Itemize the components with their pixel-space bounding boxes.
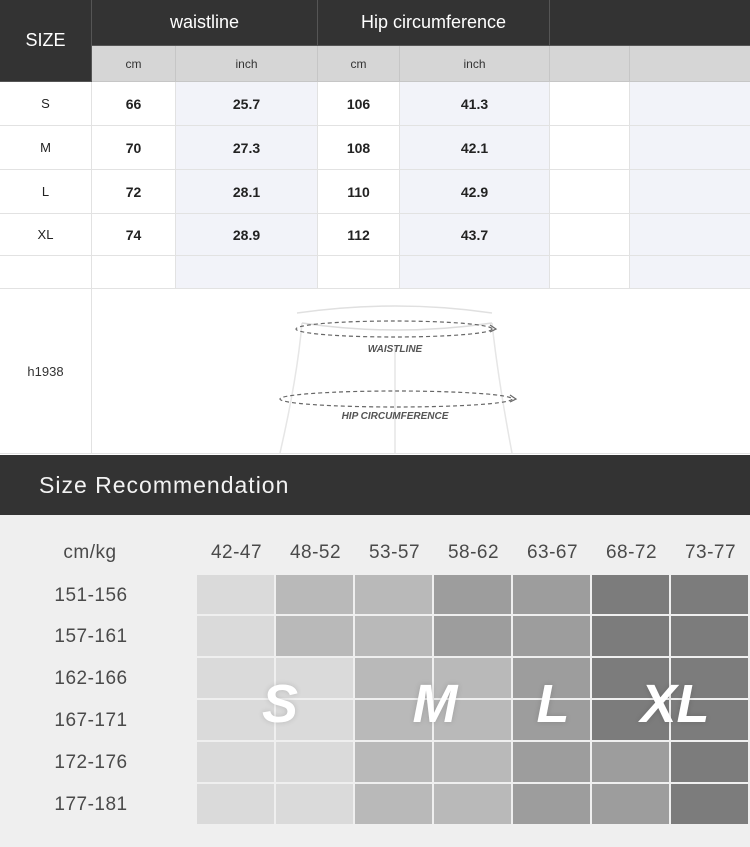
empty-cell bbox=[550, 126, 630, 170]
hip-inch-value: 42.1 bbox=[400, 126, 550, 170]
size-grid-cell bbox=[276, 742, 353, 782]
hip-cm-value: 112 bbox=[318, 214, 400, 256]
size-grid-cell bbox=[513, 742, 590, 782]
size-grid-cell bbox=[513, 784, 590, 824]
size-grid-cell bbox=[592, 742, 669, 782]
size-grid-cell bbox=[434, 742, 511, 782]
model-code: h1938 bbox=[0, 289, 92, 453]
hip-cm-value: 108 bbox=[318, 126, 400, 170]
empty-cell bbox=[550, 170, 630, 214]
size-label: XL bbox=[0, 214, 92, 256]
hip-diagram-label: HIP CIRCUMFERENCE bbox=[341, 411, 449, 422]
measurement-diagram-row bbox=[0, 289, 750, 454]
table-row bbox=[0, 214, 750, 256]
size-zone-letter: L bbox=[536, 674, 570, 734]
size-grid-cell bbox=[434, 616, 511, 656]
size-grid-cell bbox=[355, 616, 432, 656]
empty-cell bbox=[630, 256, 750, 289]
size-zone-letter: S bbox=[261, 674, 299, 734]
size-grid-cell bbox=[197, 742, 274, 782]
garment-diagram bbox=[92, 289, 750, 453]
waist-inch-value: 28.9 bbox=[176, 214, 318, 256]
empty-cell bbox=[318, 256, 400, 289]
size-grid-cell bbox=[276, 616, 353, 656]
empty-cell bbox=[550, 82, 630, 126]
size-grid-cell bbox=[355, 575, 432, 614]
size-grid-cell bbox=[434, 575, 511, 614]
size-grid-cell bbox=[276, 784, 353, 824]
empty-cell bbox=[630, 214, 750, 256]
weight-range-label: 68-72 bbox=[605, 542, 658, 563]
corner-unit-label: cm/kg bbox=[63, 542, 117, 563]
empty-cell bbox=[400, 256, 550, 289]
size-grid-cell bbox=[197, 616, 274, 656]
table-row bbox=[0, 82, 750, 126]
size-zone-letter: XL bbox=[640, 674, 710, 734]
size-grid-cell bbox=[513, 616, 590, 656]
table-row bbox=[0, 256, 750, 289]
empty-header bbox=[550, 0, 750, 46]
size-grid-cell bbox=[197, 784, 274, 824]
hip-circumference-header: Hip circumference bbox=[318, 0, 550, 46]
weight-range-label: 48-52 bbox=[289, 542, 342, 563]
size-label: M bbox=[0, 126, 92, 170]
waist-inch-value: 25.7 bbox=[176, 82, 318, 126]
empty-cell bbox=[176, 256, 318, 289]
empty-unit bbox=[550, 46, 630, 82]
weight-range-label: 63-67 bbox=[526, 542, 579, 563]
waist-cm-unit: cm bbox=[92, 46, 176, 82]
waistline-diagram-label: WAISTLINE bbox=[367, 344, 423, 355]
hip-cm-value: 110 bbox=[318, 170, 400, 214]
size-grid-cell bbox=[671, 742, 748, 782]
table-row bbox=[0, 126, 750, 170]
size-recommendation-grid bbox=[0, 515, 750, 847]
height-range-label: 167-171 bbox=[54, 710, 128, 731]
size-grid-cell bbox=[434, 784, 511, 824]
waist-inch-value: 28.1 bbox=[176, 170, 318, 214]
size-grid-cell bbox=[276, 575, 353, 614]
waist-inch-value: 27.3 bbox=[176, 126, 318, 170]
empty-cell bbox=[0, 256, 92, 289]
hip-cm-unit: cm bbox=[318, 46, 400, 82]
size-zone-letter: M bbox=[412, 674, 458, 734]
weight-range-label: 73-77 bbox=[684, 542, 737, 563]
size-grid-cell bbox=[671, 575, 748, 614]
empty-cell bbox=[550, 256, 630, 289]
empty-cell bbox=[630, 82, 750, 126]
weight-range-label: 58-62 bbox=[447, 542, 500, 563]
hip-cm-value: 106 bbox=[318, 82, 400, 126]
hip-inch-value: 42.9 bbox=[400, 170, 550, 214]
hip-inch-value: 41.3 bbox=[400, 82, 550, 126]
waist-cm-value: 66 bbox=[92, 82, 176, 126]
size-grid-cell bbox=[592, 784, 669, 824]
pants-outline-illustration bbox=[92, 289, 749, 453]
empty-cell bbox=[550, 214, 630, 256]
waistline-header: waistline bbox=[92, 0, 318, 46]
waist-cm-value: 70 bbox=[92, 126, 176, 170]
size-recommendation-title: Size Recommendation bbox=[0, 455, 750, 515]
height-range-label: 177-181 bbox=[54, 794, 128, 815]
size-grid-cell bbox=[671, 616, 748, 656]
empty-cell bbox=[92, 256, 176, 289]
table-row bbox=[0, 170, 750, 214]
empty-cell bbox=[630, 170, 750, 214]
height-range-label: 172-176 bbox=[54, 752, 128, 773]
waist-cm-value: 72 bbox=[92, 170, 176, 214]
height-range-label: 162-166 bbox=[54, 668, 128, 689]
height-range-label: 157-161 bbox=[54, 626, 128, 647]
size-label: L bbox=[0, 170, 92, 214]
size-column-header: SIZE bbox=[0, 0, 92, 82]
size-grid-cell bbox=[592, 616, 669, 656]
size-grid-cell bbox=[355, 784, 432, 824]
size-grid-cell bbox=[197, 575, 274, 614]
height-range-label: 151-156 bbox=[54, 584, 128, 606]
empty-cell bbox=[630, 126, 750, 170]
empty-unit bbox=[630, 46, 750, 82]
hip-inch-value: 43.7 bbox=[400, 214, 550, 256]
weight-range-label: 42-47 bbox=[210, 542, 263, 563]
size-label: S bbox=[0, 82, 92, 126]
size-grid-cell bbox=[513, 575, 590, 614]
waist-inch-unit: inch bbox=[176, 46, 318, 82]
weight-range-label: 53-57 bbox=[368, 542, 421, 563]
waist-cm-value: 74 bbox=[92, 214, 176, 256]
size-grid-cell bbox=[355, 742, 432, 782]
hip-inch-unit: inch bbox=[400, 46, 550, 82]
size-grid-cell bbox=[592, 575, 669, 614]
size-grid-cell bbox=[671, 784, 748, 824]
